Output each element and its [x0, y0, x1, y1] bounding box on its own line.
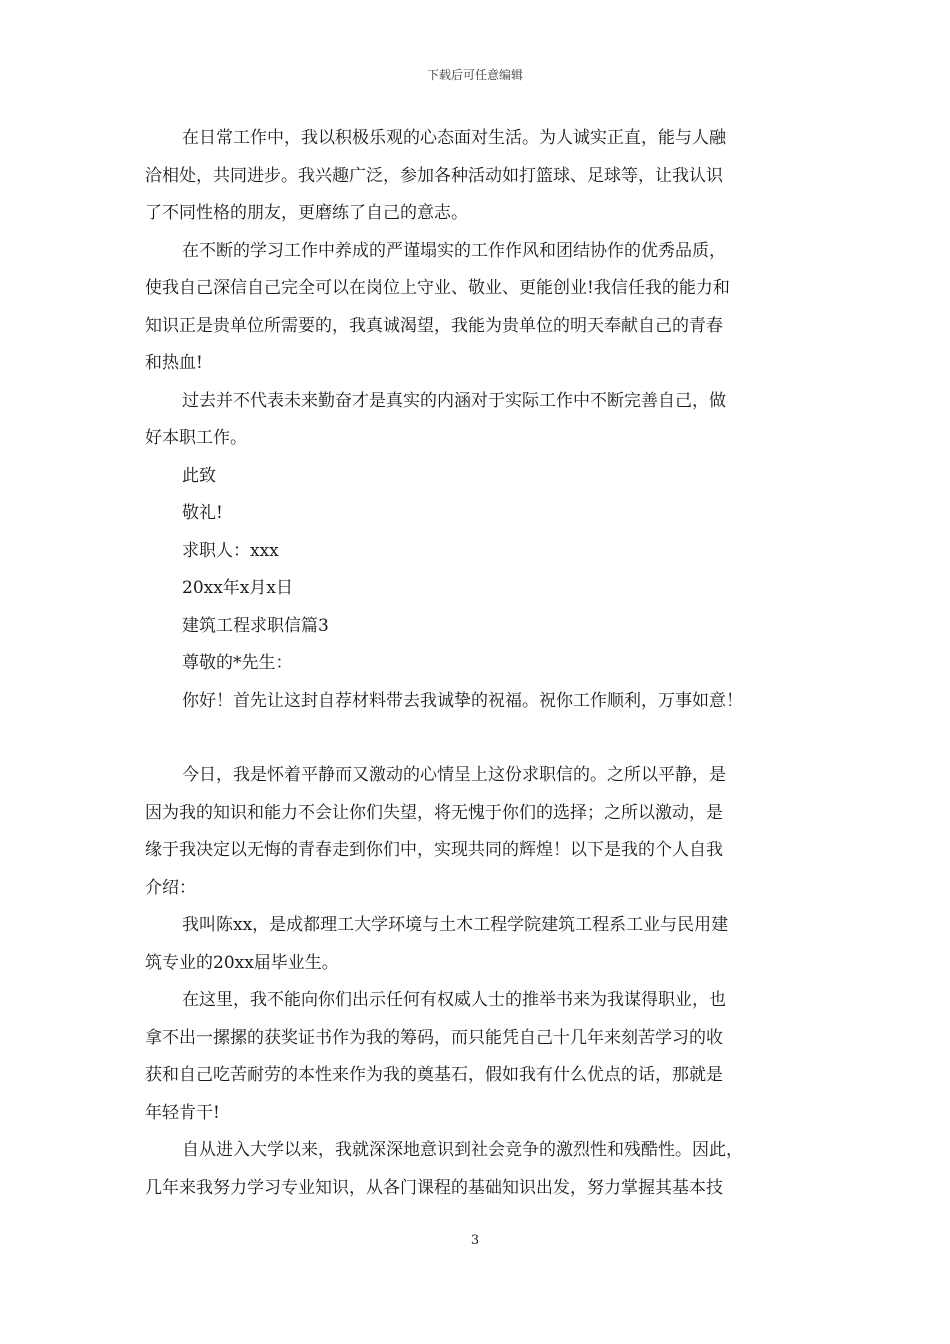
paragraph-line: 几年来我努力学习专业知识，从各门课程的基础知识出发，努力掌握其基本技	[145, 1177, 723, 1198]
paragraph-line: 缘于我决定以无悔的青春走到你们中，实现共同的辉煌！以下是我的个人自我	[145, 840, 723, 860]
page-number: 3	[470, 1233, 480, 1248]
paragraph-line: 年轻肯干!	[145, 1102, 220, 1123]
blank-line	[145, 720, 810, 757]
closing-line: 此致	[182, 465, 216, 486]
paragraph-line: 过去并不代表未来勤奋才是真实的内涵对于实际工作中不断完善自己，做	[182, 390, 726, 411]
signature-line: 求职人：xxx	[182, 540, 279, 561]
paragraph-line: 在日常工作中，我以积极乐观的心态面对生活。为人诚实正直，能与人融	[182, 128, 726, 148]
paragraph-line: 筑专业的20xx届毕业生。	[145, 952, 339, 973]
paragraph-line: 自从进入大学以来，我就深深地意识到社会竞争的激烈性和残酷性。因此，	[182, 1140, 743, 1160]
paragraph-line: 在不断的学习工作中养成的严谨塌实的工作作风和团结协作的优秀品质，	[182, 240, 726, 261]
paragraph-line: 介绍：	[145, 877, 196, 898]
date-line: 20xx年x月x日	[182, 578, 293, 598]
paragraph-line: 和热血!	[145, 353, 203, 373]
paragraph-line: 好本职工作。	[145, 428, 247, 448]
greeting-line: 你好！首先让这封自荐材料带去我诚挚的祝福。祝你工作顺利，万事如意！	[182, 690, 743, 711]
paragraph-line: 获和自己吃苦耐劳的本性来作为我的奠基石，假如我有什么优点的话，那就是	[145, 1065, 723, 1085]
closing-line: 敬礼!	[182, 503, 223, 523]
paragraph-line: 拿不出一摞摞的获奖证书作为我的筹码，而只能凭自己十几年来刻苦学习的收	[145, 1027, 723, 1048]
paragraph-line: 了不同性格的朋友，更磨练了自己的意志。	[145, 203, 468, 223]
paragraph-line: 知识正是贵单位所需要的，我真诚渴望，我能为贵单位的明天奉献自己的青春	[145, 315, 723, 336]
salutation-line: 尊敬的*先生：	[182, 653, 293, 673]
paragraph-line: 洽相处，共同进步。我兴趣广泛，参加各种活动如打篮球、足球等，让我认识	[145, 165, 723, 186]
paragraph-line: 因为我的知识和能力不会让你们失望，将无愧于你们的选择；之所以激动，是	[145, 802, 723, 823]
paragraph-line: 今日，我是怀着平静而又激动的心情呈上这份求职信的。之所以平静，是	[182, 765, 726, 785]
paragraph-line: 使我自己深信自己完全可以在岗位上守业、敬业、更能创业!我信任我的能力和	[145, 278, 730, 298]
paragraph-line: 我叫陈xx，是成都理工大学环境与土木工程学院建筑工程系工业与民用建	[182, 915, 729, 935]
header-note: 下载后可任意编辑	[426, 68, 523, 82]
document-body	[145, 120, 810, 1207]
section-title: 建筑工程求职信篇3	[182, 615, 329, 636]
paragraph-line: 在这里，我不能向你们出示任何有权威人士的推举书来为我谋得职业，也	[182, 990, 726, 1010]
